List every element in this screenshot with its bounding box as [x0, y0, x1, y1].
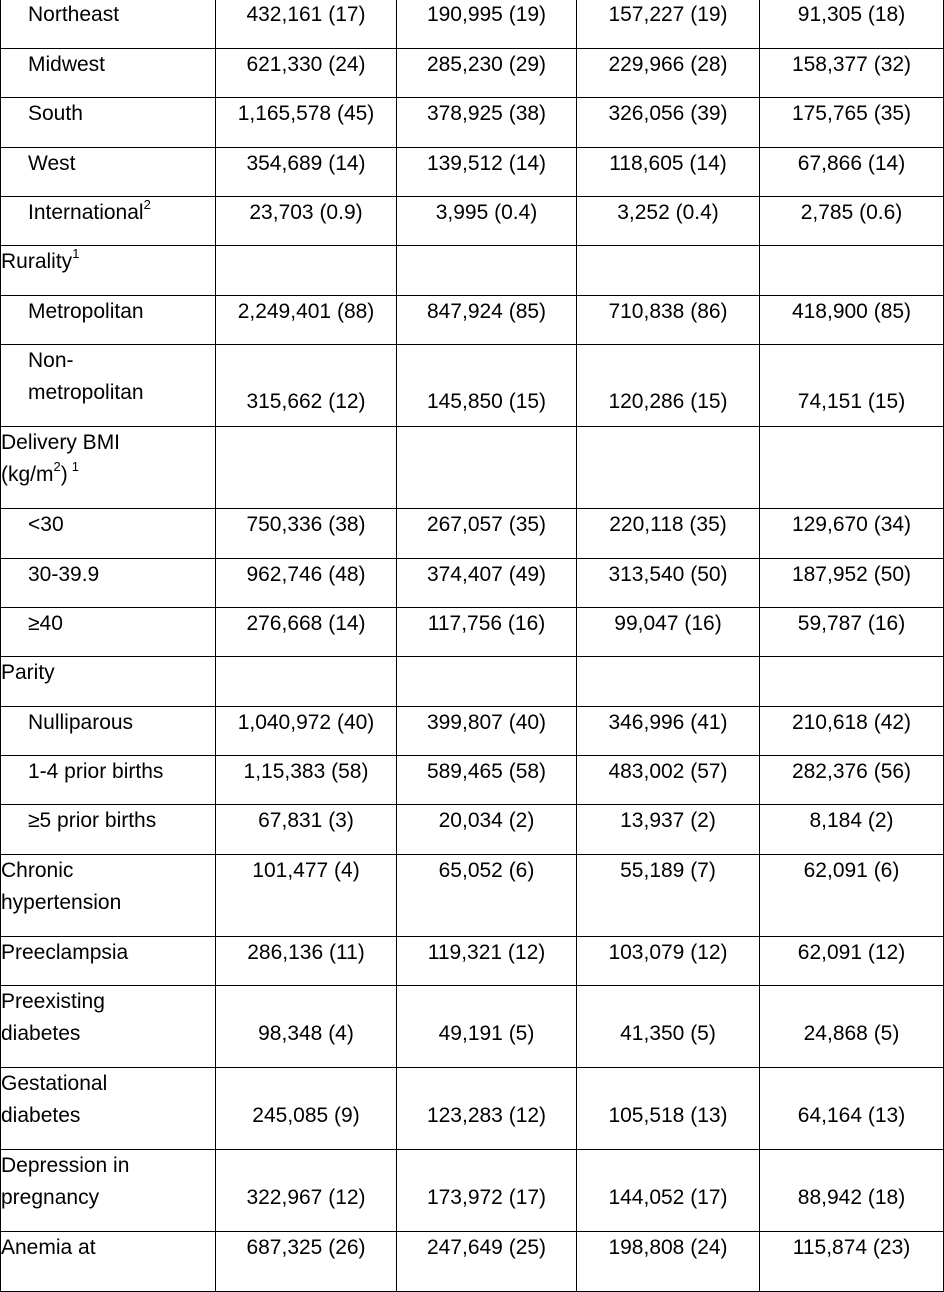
row-label-line: diabetes: [1, 1022, 81, 1045]
table-row: [1, 1232, 944, 1292]
table-cell: 589,465 (58): [397, 756, 577, 805]
table-cell: 3,995 (0.4): [397, 197, 577, 246]
table-cell: 399,807 (40): [397, 707, 577, 756]
table-cell: 418,900 (85): [760, 296, 944, 345]
table-cell: 62,091 (6): [760, 855, 944, 937]
row-label: ≥5 prior births: [1, 805, 216, 855]
table-cell: 101,477 (4): [216, 855, 397, 937]
table-cell: [216, 345, 397, 427]
cell-text: 105,518 (13): [608, 1104, 728, 1127]
empty-cell: [760, 246, 944, 296]
table-cell: 115,874 (23): [760, 1232, 944, 1292]
table-cell: 187,952 (50): [760, 559, 944, 608]
row-label: West: [1, 148, 216, 197]
table-cell: 119,321 (12): [397, 937, 577, 986]
table-cell: [397, 345, 577, 427]
cell-text: 315,662 (12): [246, 389, 366, 413]
unit-text: (kg/m: [1, 463, 54, 486]
table-row: [1, 49, 944, 98]
table-cell: 8,184 (2): [760, 805, 944, 855]
cell-text: 145,850 (15): [426, 389, 547, 413]
table-cell: 139,512 (14): [397, 148, 577, 197]
table-cell: [397, 1068, 577, 1150]
cell-text: 41,350 (5): [620, 1022, 716, 1045]
section-label: [1, 246, 216, 296]
footnote-marker: 1: [72, 246, 80, 261]
table-row: [1, 1150, 944, 1232]
cell-text: 120,286 (15): [608, 389, 728, 413]
table-row: [1, 937, 944, 986]
table-cell: 286,136 (11): [216, 937, 397, 986]
row-label: Northeast: [1, 0, 216, 49]
table-row: [1, 559, 944, 608]
empty-cell: [397, 657, 577, 707]
table-row: [1, 855, 944, 937]
table-cell: 313,540 (50): [577, 559, 760, 608]
section-label-text: Rurality: [1, 250, 73, 273]
cell-text: 173,972 (17): [426, 1186, 547, 1209]
table-row: [1, 756, 944, 805]
table-cell: 67,866 (14): [760, 148, 944, 197]
cell-text: 98,348 (4): [258, 1022, 354, 1045]
row-label-line: pregnancy: [1, 1186, 100, 1209]
table-cell: 2,785 (0.6): [760, 197, 944, 246]
table-cell: 962,746 (48): [216, 559, 397, 608]
table-cell: [577, 986, 760, 1068]
table-cell: 65,052 (6): [397, 855, 577, 937]
row-label: Midwest: [1, 49, 216, 98]
row-label-text: International: [28, 201, 144, 224]
cell-text: 88,942 (18): [797, 1186, 906, 1209]
table-cell: 229,966 (28): [577, 49, 760, 98]
table-cell: 374,407 (49): [397, 559, 577, 608]
row-label: [1, 855, 216, 937]
table-cell: 190,995 (19): [397, 0, 577, 49]
table-row: [1, 1068, 944, 1150]
footnote-marker: 2: [143, 197, 151, 212]
table-cell: 129,670 (34): [760, 509, 944, 559]
table-cell: 3,252 (0.4): [577, 197, 760, 246]
table-row: [1, 197, 944, 246]
table-row: [1, 148, 944, 197]
section-label-line: Delivery BMI: [1, 431, 121, 454]
table-cell: 103,079 (12): [577, 937, 760, 986]
table-cell: 118,605 (14): [577, 148, 760, 197]
table-cell: 483,002 (57): [577, 756, 760, 805]
table-row: [1, 707, 944, 756]
table-cell: [216, 986, 397, 1068]
row-label: 1-4 prior births: [1, 756, 216, 805]
table-cell: 1,15,383 (58): [216, 756, 397, 805]
section-label-line: [1, 459, 215, 491]
empty-cell: [397, 427, 577, 509]
empty-cell: [577, 657, 760, 707]
cell-text: 123,283 (12): [426, 1104, 547, 1127]
unit-text: ): [60, 463, 68, 486]
table-cell: [760, 1150, 944, 1232]
table-cell: [760, 345, 944, 427]
table-cell: [216, 1068, 397, 1150]
table-row: [1, 986, 944, 1068]
table-cell: 1,040,972 (40): [216, 707, 397, 756]
table-cell: 220,118 (35): [577, 509, 760, 559]
table-row: [1, 98, 944, 148]
footnote-marker: 1: [71, 459, 79, 474]
table-cell: [397, 986, 577, 1068]
table-row: [1, 296, 944, 345]
cell-text: 74,151 (15): [797, 389, 906, 413]
table-cell: [216, 1150, 397, 1232]
table-cell: 117,756 (16): [397, 608, 577, 657]
table-cell: 59,787 (16): [760, 608, 944, 657]
row-label: 30-39.9: [1, 559, 216, 608]
row-label: South: [1, 98, 216, 148]
row-label-line: Depression in: [1, 1154, 130, 1177]
table-cell: 67,831 (3): [216, 805, 397, 855]
table-cell: 247,649 (25): [397, 1232, 577, 1292]
row-label-line: Preexisting: [1, 990, 105, 1013]
row-label-line: Chronic: [1, 859, 74, 882]
row-label: Metropolitan: [1, 296, 216, 345]
cell-text: 144,052 (17): [608, 1186, 728, 1209]
section-header-row: [1, 246, 944, 296]
row-label-line: Gestational: [1, 1072, 108, 1095]
table-cell: 23,703 (0.9): [216, 197, 397, 246]
table-cell: 13,937 (2): [577, 805, 760, 855]
table-cell: [577, 1068, 760, 1150]
table-cell: 378,925 (38): [397, 98, 577, 148]
row-label: [1, 197, 216, 246]
table-cell: 267,057 (35): [397, 509, 577, 559]
table-cell: 1,165,578 (45): [216, 98, 397, 148]
empty-cell: [577, 246, 760, 296]
table-cell: 175,765 (35): [760, 98, 944, 148]
table-cell: 282,376 (56): [760, 756, 944, 805]
row-label-line: diabetes: [1, 1104, 81, 1127]
section-header-row: [1, 427, 944, 509]
table-cell: 354,689 (14): [216, 148, 397, 197]
empty-cell: [760, 427, 944, 509]
superscript: 2: [53, 459, 61, 474]
cell-text: 322,967 (12): [246, 1186, 366, 1209]
empty-cell: [216, 657, 397, 707]
row-label: [1, 1150, 216, 1232]
table-cell: 432,161 (17): [216, 0, 397, 49]
table-cell: 276,668 (14): [216, 608, 397, 657]
table-cell: [760, 1068, 944, 1150]
row-label: <30: [1, 509, 216, 559]
row-label-line: hypertension: [1, 891, 122, 914]
table-cell: 2,249,401 (88): [216, 296, 397, 345]
table-cell: 326,056 (39): [577, 98, 760, 148]
table-cell: 346,996 (41): [577, 707, 760, 756]
table-cell: [397, 1150, 577, 1232]
row-label: [1, 986, 216, 1068]
table-cell: 687,325 (26): [216, 1232, 397, 1292]
cell-text: 24,868 (5): [803, 1022, 900, 1045]
table-cell: 55,189 (7): [577, 855, 760, 937]
empty-cell: [397, 246, 577, 296]
row-label: ≥40: [1, 608, 216, 657]
row-label: [1, 345, 216, 427]
table-cell: 210,618 (42): [760, 707, 944, 756]
row-label: Nulliparous: [1, 707, 216, 756]
table-row: [1, 509, 944, 559]
cell-text: 64,164 (13): [797, 1104, 906, 1127]
row-label: Preeclampsia: [1, 937, 216, 986]
empty-cell: [577, 427, 760, 509]
table-row: [1, 608, 944, 657]
table-cell: [577, 345, 760, 427]
table-cell: 198,808 (24): [577, 1232, 760, 1292]
table-cell: 20,034 (2): [397, 805, 577, 855]
empty-cell: [216, 246, 397, 296]
table-cell: 710,838 (86): [577, 296, 760, 345]
table-cell: [760, 986, 944, 1068]
row-label: [1, 1068, 216, 1150]
table-cell: 847,924 (85): [397, 296, 577, 345]
table-cell: 91,305 (18): [760, 0, 944, 49]
table-cell: 99,047 (16): [577, 608, 760, 657]
table-cell: 621,330 (24): [216, 49, 397, 98]
cell-text: 49,191 (5): [438, 1022, 535, 1045]
table-cell: [577, 1150, 760, 1232]
row-label: Anemia at: [1, 1232, 216, 1292]
table-cell: 62,091 (12): [760, 937, 944, 986]
section-header-row: [1, 657, 944, 707]
table-cell: 750,336 (38): [216, 509, 397, 559]
table-row: [1, 805, 944, 855]
table-cell: 157,227 (19): [577, 0, 760, 49]
cell-text: 245,085 (9): [252, 1104, 360, 1127]
section-label: Parity: [1, 657, 216, 707]
table-row: [1, 0, 944, 49]
table-cell: 158,377 (32): [760, 49, 944, 98]
empty-cell: [760, 657, 944, 707]
table-row: [1, 345, 944, 427]
row-label-line: metropolitan: [28, 381, 144, 404]
table-cell: 285,230 (29): [397, 49, 577, 98]
empty-cell: [216, 427, 397, 509]
section-label: [1, 427, 216, 509]
row-label-line: Non-: [28, 349, 74, 372]
